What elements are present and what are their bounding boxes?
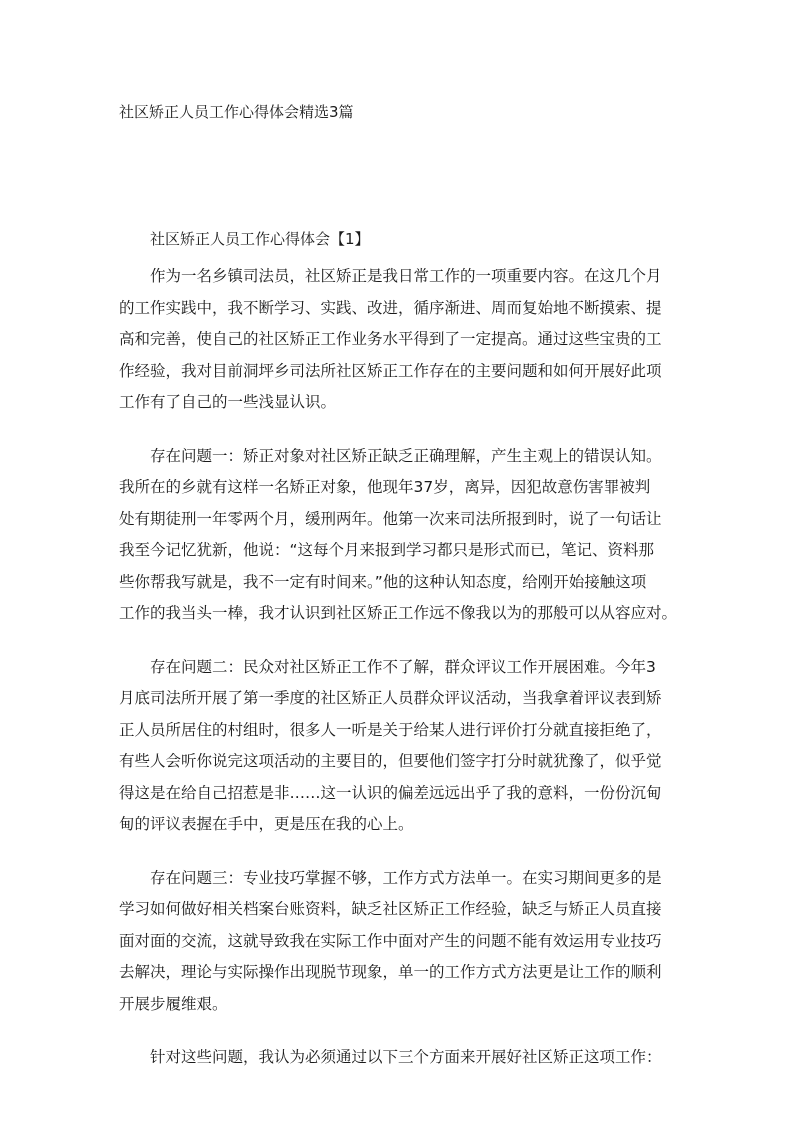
paragraph-line: 针对这些问题，我认为必须通过以下三个方面来开展好社区矫正这项工作： [150, 1048, 662, 1066]
section-heading: 社区矫正人员工作心得体会【1】 [150, 230, 370, 248]
paragraph [119, 1042, 681, 1074]
paragraph-line: 面对面的交流，这就导致我在实际工作中面对产生的问题不能有效运用专业技巧 [119, 931, 662, 950]
paragraph-line: 我所在的乡就有这样一名矫正对象，他现年37岁，离异，因犯故意伤害罪被判 [119, 478, 651, 496]
paragraph-line: 处有期徒刑一年零两个月，缓刑两年。他第一次来司法所报到时，说了一句话让 [119, 509, 662, 528]
paragraph-line: 存在问题三：专业技巧掌握不够，工作方式方法单一。在实习期间更多的是 [150, 868, 662, 887]
paragraph-line: 作为一名乡镇司法员，社区矫正是我日常工作的一项重要内容。在这几个月 [150, 267, 662, 285]
paragraph-line: 得这是在给自己招惹是非……这一认识的偏差远远出乎了我的意料，一份份沉甸 [119, 783, 662, 802]
paragraph [119, 652, 681, 841]
paragraph-line: 工作的我当头一棒，我才认识到社区矫正工作远不像我以为的那般可以从容应对。 [119, 604, 678, 622]
paragraph-line: 我至今记忆犹新，他说：“这每个月来报到学习都只是形式而已，笔记、资料那 [119, 541, 655, 559]
paragraph-line: 学习如何做好相关档案台账资料，缺乏社区矫正工作经验，缺乏与矫正人员直接 [119, 900, 662, 918]
body-text [119, 261, 681, 1096]
paragraph-line: 甸的评议表握在手中，更是压在我的心上。 [119, 815, 414, 833]
paragraph-line: 正人员所居住的村组时，很多人一听是关于给某人进行评价打分就直接拒绝了， [119, 720, 662, 739]
paragraph-line: 存在问题二：民众对社区矫正工作不了解，群众评议工作开展困难。今年3 [150, 657, 656, 676]
document-title: 社区矫正人员工作心得体会精选3篇 [119, 103, 354, 121]
paragraph-line: 开展步履维艰。 [119, 994, 228, 1013]
paragraph-line: 些你帮我写就是，我不一定有时间来。”他的这种认知态度，给刚开始接触这项 [119, 572, 647, 591]
paragraph [119, 441, 681, 630]
paragraph-line: 作经验，我对目前洞坪乡司法所社区矫正工作存在的主要问题和如何开展好此项 [119, 361, 662, 380]
paragraph-line: 工作有了自己的一些浅显认识。 [119, 393, 337, 411]
paragraph-line: 有些人会听你说完这项活动的主要目的，但要他们签字打分时就犹豫了，似乎觉 [119, 752, 662, 770]
paragraph-line: 的工作实践中，我不断学习、实践、改进，循序渐进、周而复始地不断摸索、提 [119, 298, 662, 317]
paragraph-line: 月底司法所开展了第一季度的社区矫正人员群众评议活动，当我拿着评议表到矫 [119, 689, 662, 707]
paragraph [119, 261, 681, 419]
paragraph [119, 863, 681, 1021]
paragraph-line: 存在问题一：矫正对象对社区矫正缺乏正确理解，产生主观上的错误认知。 [150, 446, 662, 465]
paragraph-line: 高和完善，使自己的社区矫正工作业务水平得到了一定提高。通过这些宝贵的工 [119, 330, 662, 348]
paragraph-line: 去解决，理论与实际操作出现脱节现象，单一的工作方式方法更是让工作的顺利 [119, 963, 662, 981]
